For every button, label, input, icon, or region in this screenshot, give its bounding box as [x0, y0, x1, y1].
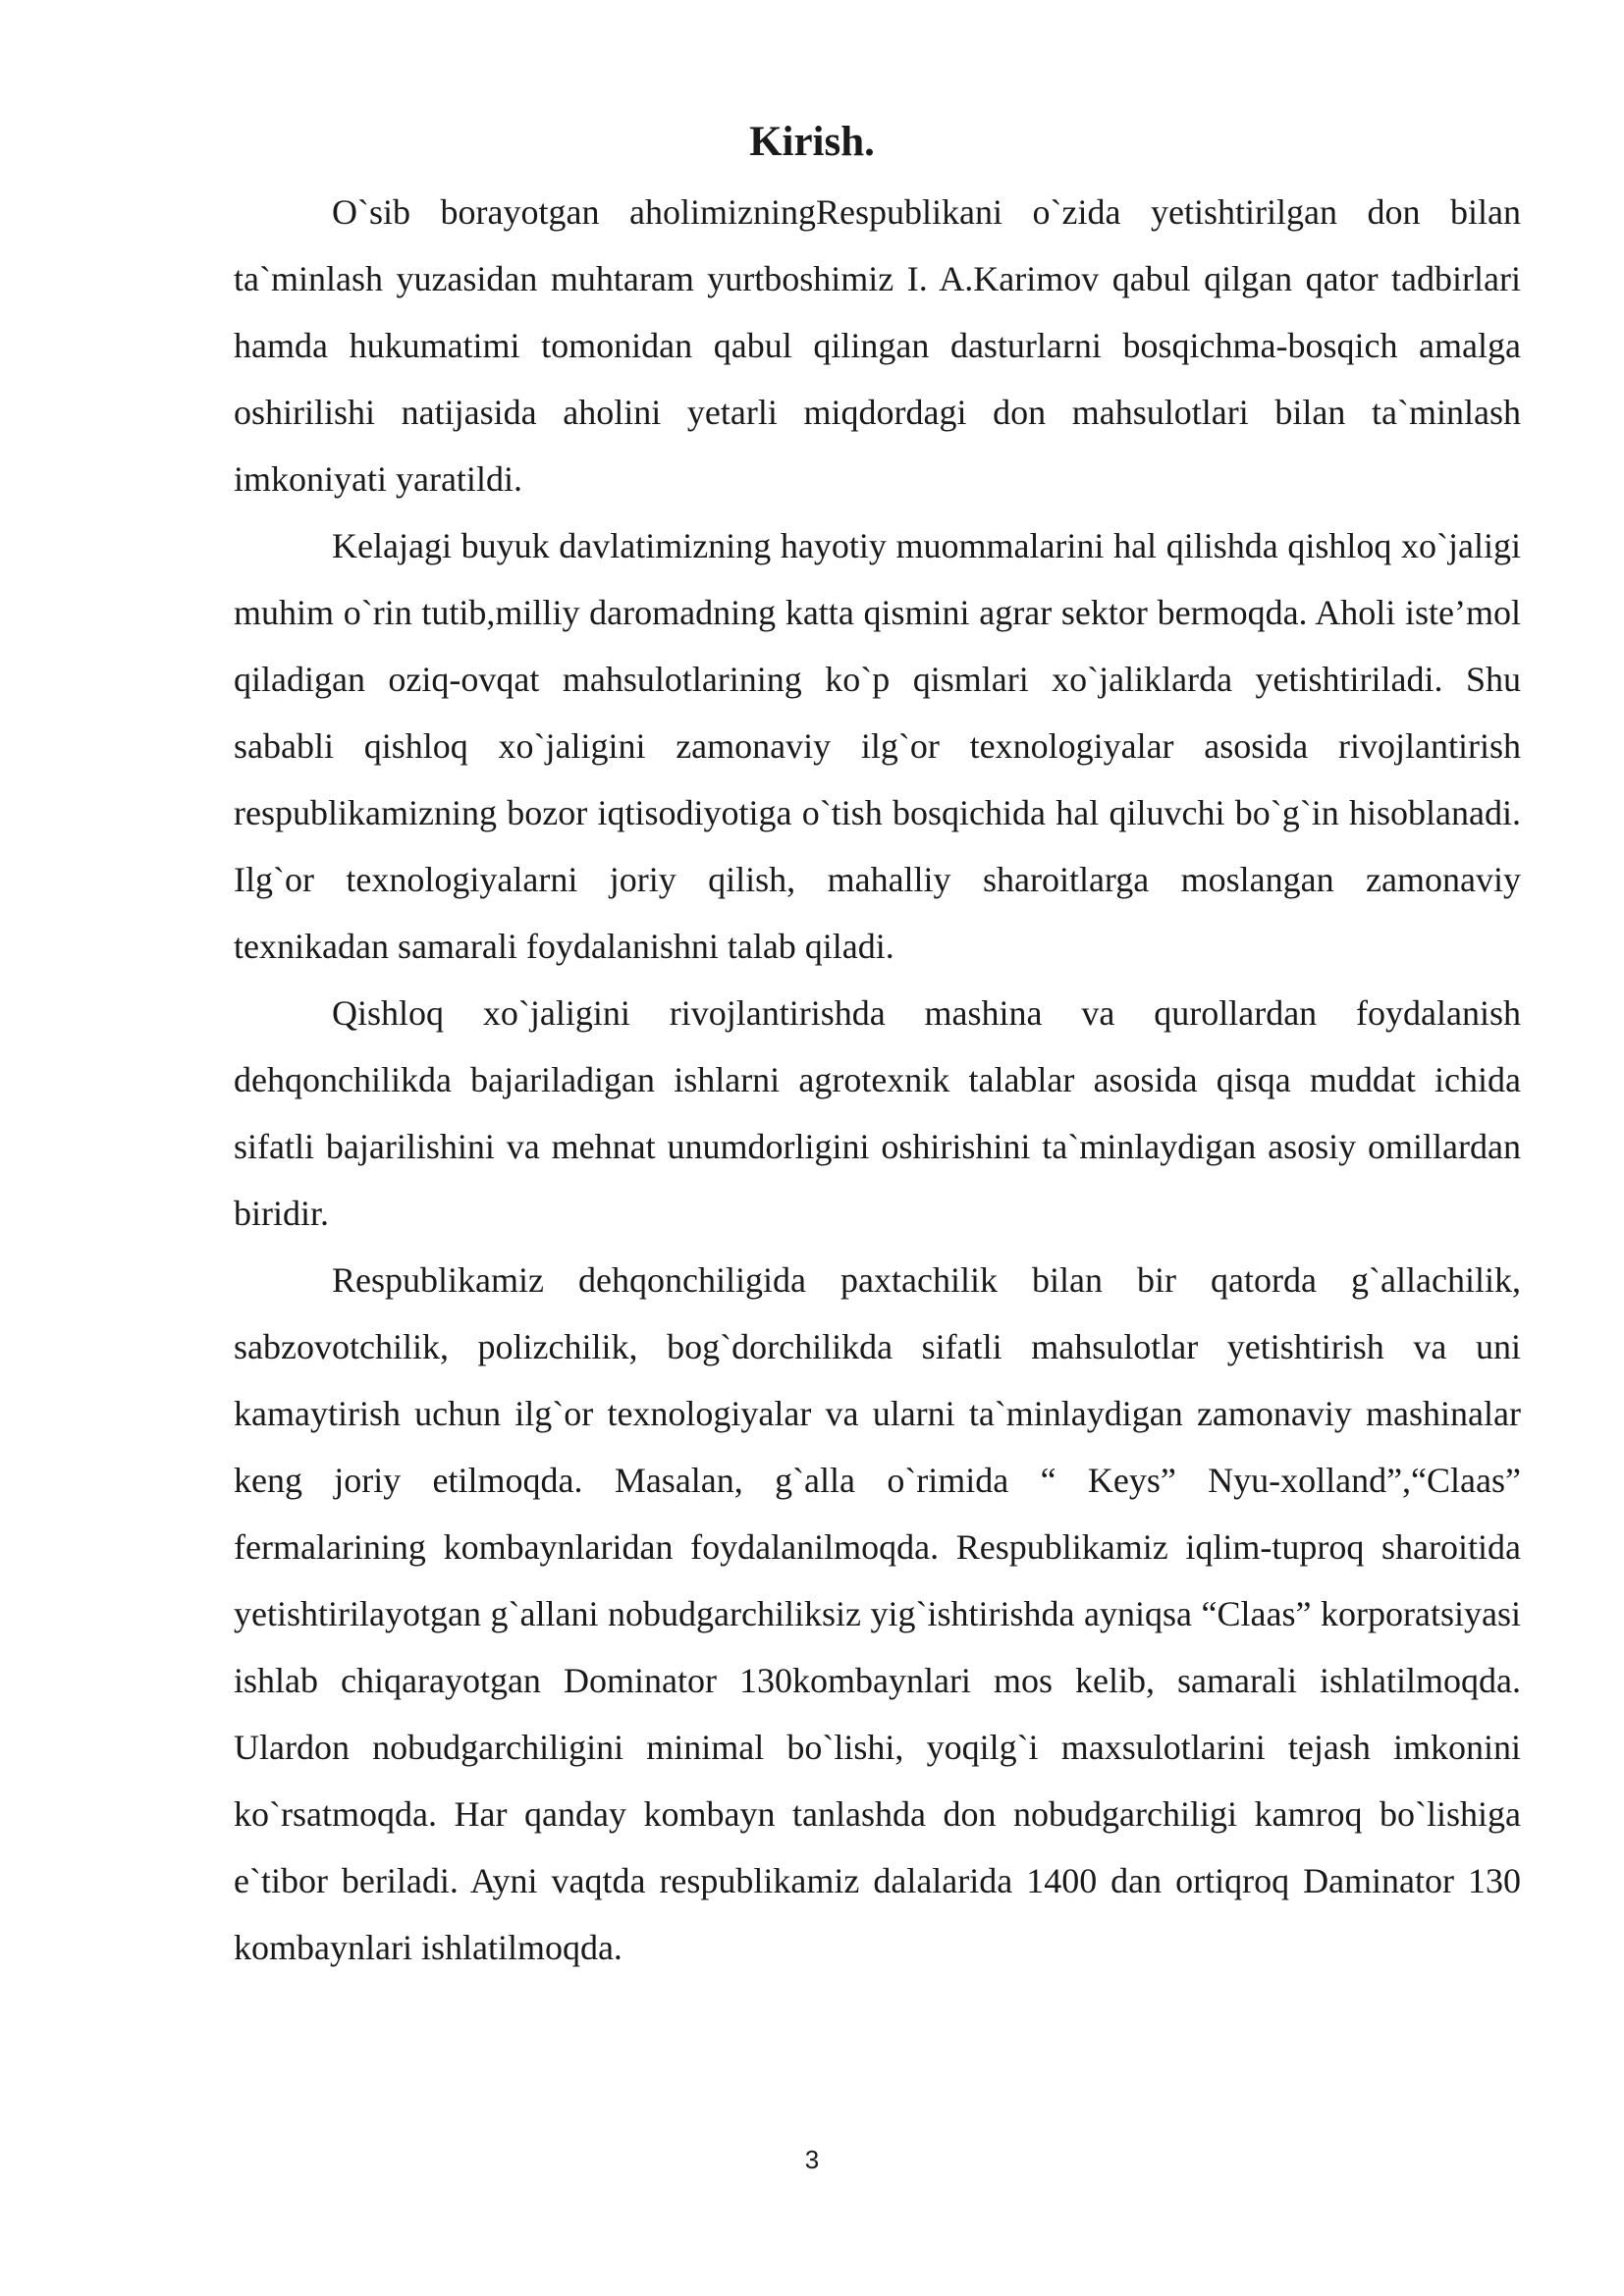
page-number: 3 [804, 2145, 820, 2174]
page-title: Kirish. [749, 119, 875, 165]
body-text [234, 179, 1521, 1981]
paragraph-4: Respublikamiz dehqonchiligida paxtachilik bilan bir qatorda g`allachilik, sabzovotchilik, polizchilik, bog`dorchilikda sifatli mahsulotlar yetishtirish va uni kamaytirish uchun ilg`or texnologiyalar va ularni ta`minlaydigan zamonaviy mashinalar keng joriy etilmoqda. Masalan, g`alla o`rimida “ Keys” Nyu-xolland”,“Claas” fermalarining kombaynlaridan foydalanilmoqda. Respublikamiz iqlim-tuproq sharoitida yetishtirilayotgan g`allani nobudgarchiliksiz yig`ishtirishda ayniqsa “Claas” korporatsiyasi ishlab chiqarayotgan Dominator 130kombaynlari mos kelib, samarali ishlatilmoqda. Ulardon nobudgarchiligini minimal bo`lishi, yoqilg`i maxsulotlarini tejash imkonini ko`rsatmoqda. Har qanday kombayn tanlashda don nobudgarchiligi kamroq bo`lishiga e`tibor beriladi. Ayni vaqtda respublikamiz dalalarida 1400 dan ortiqroq Daminator 130 kombaynlari ishlatilmoqda. [234, 1260, 1521, 1967]
paragraph-3: Qishloq xo`jaligini rivojlantirishda mashina va qurollardan foydalanish dehqonchilikda bajariladigan ishlarni agrotexnik talablar asosida qisqa muddat ichida sifatli bajarilishini va mehnat unumdorligini oshirishini ta`minlaydigan asosiy omillardan biridir. [234, 993, 1521, 1233]
paragraph-2: Kelajagi buyuk davlatimizning hayotiy muommalarini hal qilishda qishloq xo`jaligi muhim o`rin tutib,milliy daromadning katta qismini agrar sektor bermoqda. Aholi iste’mol qiladigan oziq-ovqat mahsulotlarining ko`p qismlari xo`jaliklarda yetishtiriladi. Shu sababli qishloq xo`jaligini zamonaviy ilg`or texnologiyalar asosida rivojlantirish respublikamizning bozor iqtisodiyotiga o`tish bosqichida hal qiluvchi bo`g`in hisoblanadi. Ilg`or texnologiyalarni joriy qilish, mahalliy sharoitlarga moslangan zamonaviy texnikadan samarali foydalanishni talab qiladi. [234, 526, 1521, 966]
paragraph-1: O`sib borayotgan aholimizningRespublikani o`zida yetishtirilgan don bilan ta`minlash yuzasidan muhtaram yurtboshimiz I. A.Karimov qabul qilgan qator tadbirlari hamda hukumatimi tomonidan qabul qilingan dasturlarni bosqichma-bosqich amalga oshirilishi natijasida aholini yetarli miqdordagi don mahsulotlari bilan ta`minlash imkoniyati yaratildi. [234, 192, 1521, 499]
